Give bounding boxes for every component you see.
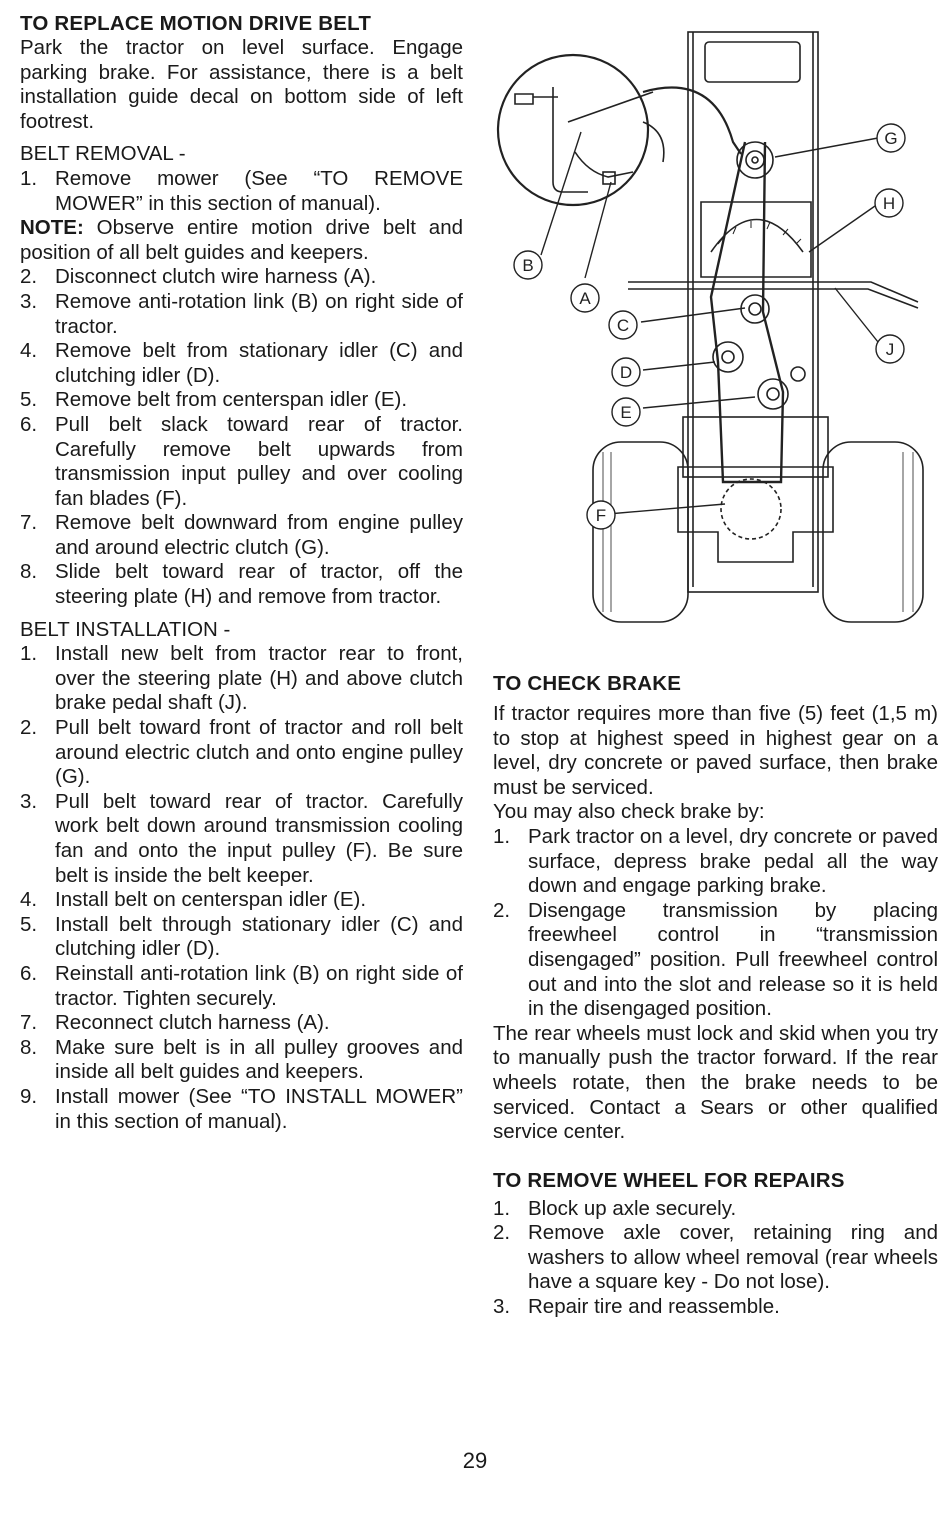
left-column [20, 12, 463, 1134]
list-item: 7. Reconnect clutch harness (A). [20, 1011, 330, 1035]
callout-label-h: H [882, 194, 896, 213]
list-item: 4. Remove belt from stationary idler (C) and clutching idler (D). [20, 339, 463, 387]
section-heading-check-brake: TO CHECK BRAKE [493, 672, 682, 695]
list-item: 6. Reinstall anti-rotation link (B) on right side of tractor. Tighten securely. [20, 961, 463, 1010]
list-item: 1. Remove mower (See “TO REMOVE MOWER” in this section of manual). [20, 166, 463, 215]
callout-label-f: F [595, 506, 607, 525]
list-item: 2. Disconnect clutch wire harness (A). [20, 265, 377, 289]
detail-inset [498, 55, 648, 205]
electric-clutch-g [737, 142, 773, 178]
list-item: 5. Install belt through stationary idler (C) and clutching idler (D). [20, 912, 463, 961]
belt-routing-diagram [493, 12, 938, 632]
callout-label-b: B [522, 256, 534, 275]
section-heading-motion-belt: TO REPLACE MOTION DRIVE BELT [20, 12, 372, 35]
removal-step-list-b [20, 265, 463, 609]
note-paragraph: NOTE: Observe entire motion drive belt and position of all belt guides and keepers. [20, 216, 463, 264]
list-item: 4. Install belt on centerspan idler (E). [20, 888, 367, 912]
list-item: 8. Slide belt toward rear of tractor, off the steering plate (H) and remove from tractor. [20, 560, 463, 609]
list-item: 3. Remove anti-rotation link (B) on right side of tractor. [20, 289, 463, 338]
stationary-idler-c [741, 295, 769, 323]
list-item: 5. Remove belt from centerspan idler (E). [20, 388, 408, 412]
brake-step-list [493, 825, 938, 1022]
list-item: 6. Pull belt slack toward rear of tractor. Carefully remove belt upwards from transmission input pulley and over cooling fan blades (F). [20, 412, 463, 510]
list-item: 9. Install mower (See “TO INSTALL MOWER” in this section of manual). [20, 1084, 463, 1133]
list-item: 2. Remove axle cover, retaining ring and washers to allow wheel removal (rear wheels have a square key - Do not lose). [493, 1221, 938, 1294]
section-heading-remove-wheel: TO REMOVE WHEEL FOR REPAIRS [493, 1168, 845, 1192]
installation-step-list [20, 642, 463, 1134]
belt-installation-title: BELT INSTALLATION - [20, 617, 231, 641]
page-number: 29 [462, 1448, 488, 1473]
list-item: 1. Install new belt from tractor rear to front, over the steering plate (H) and above clutch brake pedal shaft (J). [20, 642, 463, 715]
list-item: 8. Make sure belt is in all pulley grooves and inside all belt guides and keepers. [20, 1035, 463, 1084]
label-callouts [514, 124, 905, 529]
list-item: 7. Remove belt downward from engine pulley and around electric clutch (G). [20, 511, 463, 559]
note-label: NOTE: [20, 216, 84, 240]
brake-subline: You may also check brake by: [493, 800, 765, 824]
brake-paragraph: If tractor requires more than five (5) feet (1,5 m) to stop at highest speed in highest gear on a level, dry concrete or paved surface, then brake must be serviced. [493, 702, 938, 799]
list-item: 1. Block up axle securely. [493, 1196, 737, 1220]
callout-label-c: C [616, 316, 630, 335]
list-item: 3. Repair tire and reassemble. [493, 1295, 780, 1319]
callout-label-a: A [579, 289, 591, 308]
intro-paragraph: Park the tractor on level surface. Engage parking brake. For assistance, there is a belt installation guide decal on bottom side of left footrest. [20, 36, 463, 133]
list-item: 2. Disengage transmission by placing freewheel control in “transmission disengaged” position. Pull freewheel control out and into the slot and release so it is held in the disengaged position. [493, 898, 938, 1021]
seat-panel [705, 42, 800, 82]
callout-label-e: E [620, 403, 632, 422]
right-rear-wheel [823, 442, 923, 622]
callout-label-d: D [619, 363, 633, 382]
list-item: 2. Pull belt toward front of tractor and roll belt around electric clutch and onto engine pulley (G). [20, 716, 463, 789]
belt-removal-title: BELT REMOVAL - [20, 142, 186, 166]
right-column [493, 672, 938, 1320]
frame-outline [688, 32, 818, 592]
removal-step-list-a [20, 167, 463, 216]
callout-label-j: J [885, 340, 895, 359]
left-rear-wheel [593, 442, 688, 622]
brake-conclusion: The rear wheels must lock and skid when you try to manually push the tractor forward. If the rear wheels rotate, then the brake needs to be serviced. Contact a Sears or other qualified service center. [493, 1021, 938, 1144]
wheel-step-list [493, 1197, 938, 1320]
callout-label-g: G [884, 129, 898, 148]
list-item: 1. Park tractor on a level, dry concrete or paved surface, depress brake pedal all the way down and engage parking brake. [493, 824, 938, 898]
list-item: 3. Pull belt toward rear of tractor. Carefully work belt down around transmission cooling fan and onto the input pulley (F). Be sure belt is inside the belt keeper. [20, 789, 463, 887]
